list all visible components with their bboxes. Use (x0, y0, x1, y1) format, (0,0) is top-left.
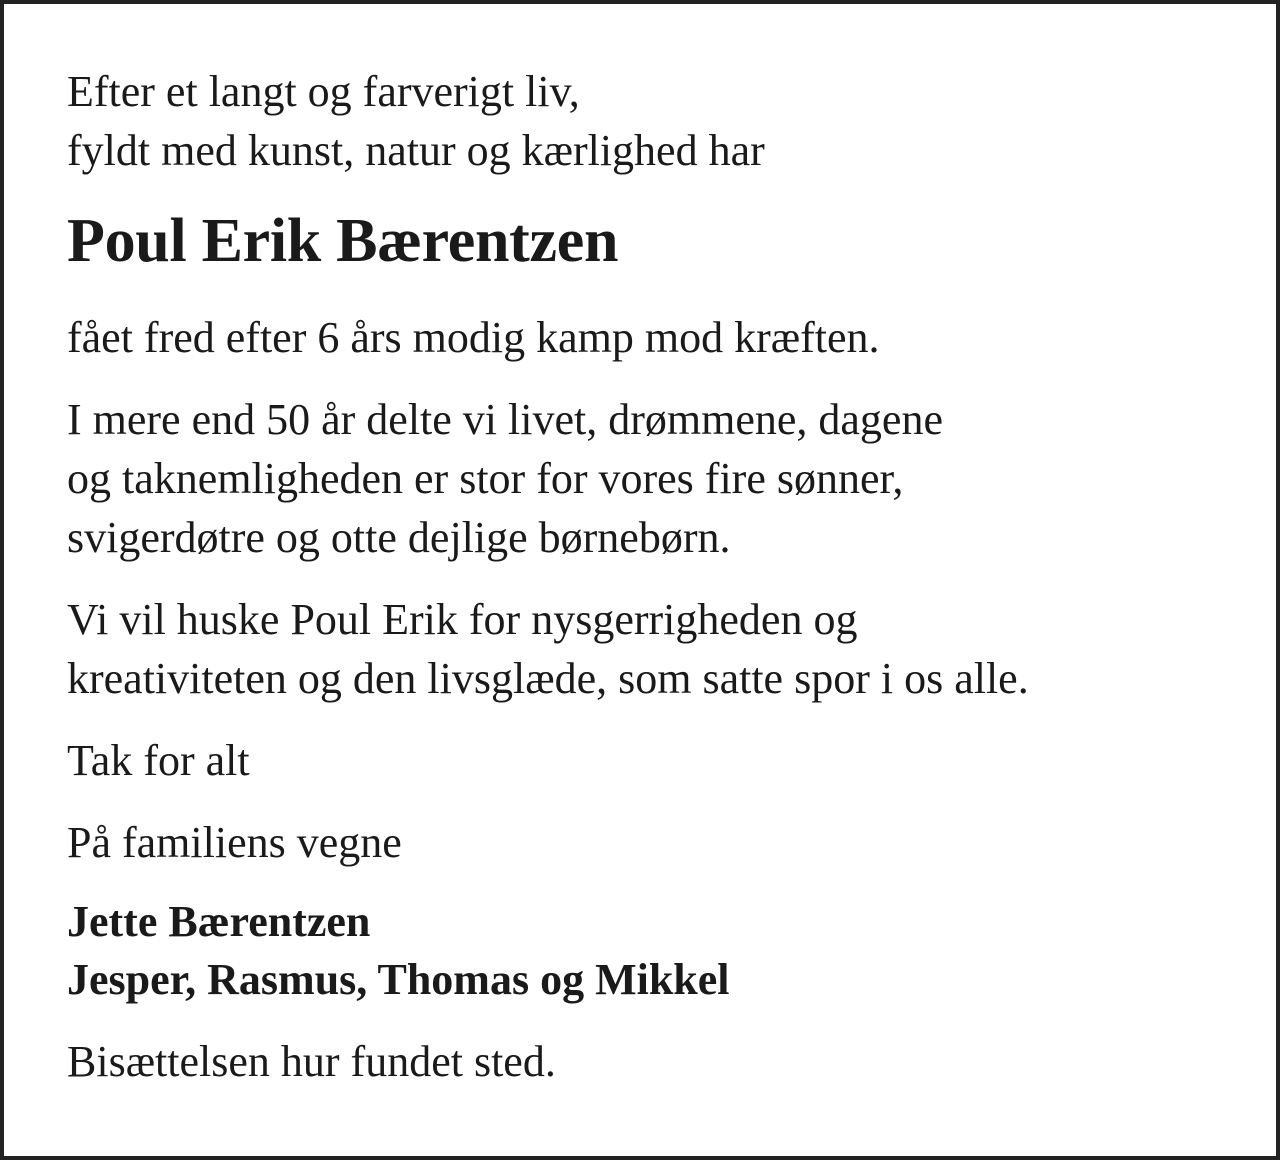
years-line: I mere end 50 år delte vi livet, drømmene, dagene (67, 395, 943, 444)
thanks-line: Tak for alt (67, 736, 250, 785)
intro-paragraph (67, 62, 1216, 180)
years-paragraph (67, 390, 1216, 567)
signers-block (67, 893, 1216, 1009)
remember-paragraph (67, 590, 1216, 708)
on-behalf-line: På familiens vegne (67, 818, 402, 867)
remember-line: Vi vil huske Poul Erik for nysgerrigheden og (67, 595, 858, 644)
peace-paragraph (67, 308, 1216, 367)
signer-line: Jesper, Rasmus, Thomas og Mikkel (67, 955, 730, 1004)
years-line: og taknemligheden er stor for vores fire sønner, (67, 454, 904, 503)
years-line: svigerdøtre og otte dejlige børnebørn. (67, 513, 731, 562)
peace-line: fået fred efter 6 års modig kamp mod kræften. (67, 313, 880, 362)
thanks-paragraph (67, 731, 1216, 790)
intro-line: fyldt med kunst, natur og kærlighed har (67, 126, 765, 175)
on-behalf-paragraph (67, 813, 1216, 872)
remember-line: kreativiteten og den livsglæde, som satte spor i os alle. (67, 654, 1029, 703)
deceased-name: Poul Erik Bærentzen (67, 207, 619, 275)
intro-line: Efter et langt og farverigt liv, (67, 67, 580, 116)
signer-line: Jette Bærentzen (67, 897, 371, 946)
funeral-line: Bisættelsen hur fundet sted. (67, 1037, 556, 1086)
funeral-paragraph (67, 1032, 1216, 1091)
